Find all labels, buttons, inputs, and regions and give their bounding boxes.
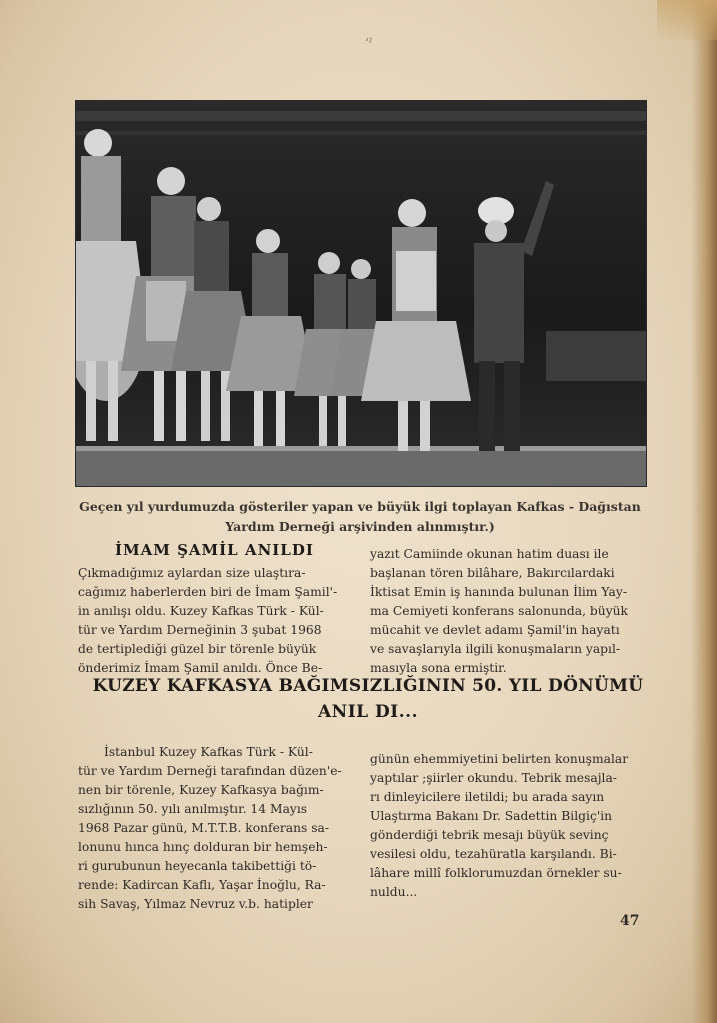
text-line: vesilesi oldu, tezahüratla karşılandı. Bi- — [370, 847, 617, 861]
text-line: günün ehemmiyetini belirten konuşmalar — [370, 752, 629, 766]
text-line: cağımız haberlerden biri de İmam Şamil'- — [78, 585, 338, 599]
article-heading-line1: KUZEY KAFKASYA BAĞIMSIZLIĞININ 50. YIL DÖNÜMÜ — [92, 676, 644, 696]
text-line: masıyla sona ermiştir. — [370, 661, 507, 675]
text-line: 1968 Pazar günü, M.T.T.B. konferans sa- — [78, 821, 330, 835]
text-line: ri gurubunun heyecanla takibettiği tö- — [78, 859, 317, 873]
text-line: önderimiz İmam Şamil anıldı. Önce Be- — [78, 661, 323, 675]
text-line: Ulaştırma Bakanı Dr. Sadettin Bilgiç'in — [370, 809, 613, 823]
text-line: yazıt Camiinde okunan hatim duası ile — [370, 547, 609, 561]
text-line: de tertiplediği güzel bir törenle büyük — [78, 642, 317, 656]
article-heading-line2: ANIL DI... — [317, 702, 418, 722]
text-line: nen bir törenle, Kuzey Kafkasya bağım- — [78, 783, 324, 797]
text-line: ve savaşlarıyla ilgili konuşmaların yapıl- — [370, 642, 621, 656]
text-line: rende: Kadircan Kaflı, Yaşar İnoğlu, Ra- — [78, 878, 326, 892]
text-line: Çıkmadığımız aylardan size ulaştıra- — [78, 566, 306, 580]
text-line: mücahit ve devlet adamı Şamil'in hayatı — [370, 623, 620, 637]
photo-illustration — [76, 101, 646, 486]
page-edge-shadow — [691, 0, 717, 1023]
page-number: 47 — [620, 913, 640, 929]
text-line: başlanan tören bilâhare, Bakırcılardaki — [370, 566, 615, 580]
text-line: gönderdiği tebrik mesajı büyük sevinç — [370, 828, 609, 842]
text-line: ma Cemiyeti konferans salonunda, büyük — [370, 604, 629, 618]
text-line: in anılışı oldu. Kuzey Kafkas Türk - Kül- — [78, 604, 324, 618]
text-line: tür ve Yardım Derneğinin 3 şubat 1968 — [78, 623, 322, 637]
caption-line: Yardım Derneği arşivinden alınmıştır.) — [225, 519, 495, 534]
caption-line: Geçen yıl yurdumuzda gösteriler yapan ve büyük ilgi toplayan Kafkas - Dağıstan — [79, 499, 641, 514]
article1-left-column — [78, 564, 353, 678]
text-line: tür ve Yardım Derneği tarafından düzen'e- — [78, 764, 342, 778]
text-line: lâhare millî folklorumuzdan örnekler su- — [370, 866, 622, 880]
article1-right-column — [370, 545, 650, 678]
photo-caption — [70, 497, 650, 537]
page-corner-wear — [657, 0, 717, 40]
article-heading-imam-samil: İMAM ŞAMİL ANILDI — [115, 541, 314, 559]
text-line: İstanbul Kuzey Kafkas Türk - Kül- — [104, 745, 313, 759]
ink-mark: ʻˀ — [365, 36, 373, 50]
text-line: İktisat Emin iş hanında bulunan İlim Yay- — [370, 585, 627, 599]
article2-left-column — [78, 743, 353, 914]
text-line: sih Savaş, Yılmaz Nevruz v.b. hatipler — [78, 897, 313, 911]
text-line: sızlığının 50. yılı anılmıştır. 14 Mayıs — [78, 802, 308, 816]
article2-right-column — [370, 750, 650, 902]
text-line: yaptılar ;şiirler okundu. Tebrik mesajla- — [370, 771, 617, 785]
folk-dance-photo — [75, 100, 647, 487]
text-line: lonunu hıncа hınç dolduran bir hemşeh- — [78, 840, 328, 854]
text-line: nuldu... — [370, 885, 418, 899]
text-line: rı dinleyicilere iletildi; bu arada sayın — [370, 790, 605, 804]
